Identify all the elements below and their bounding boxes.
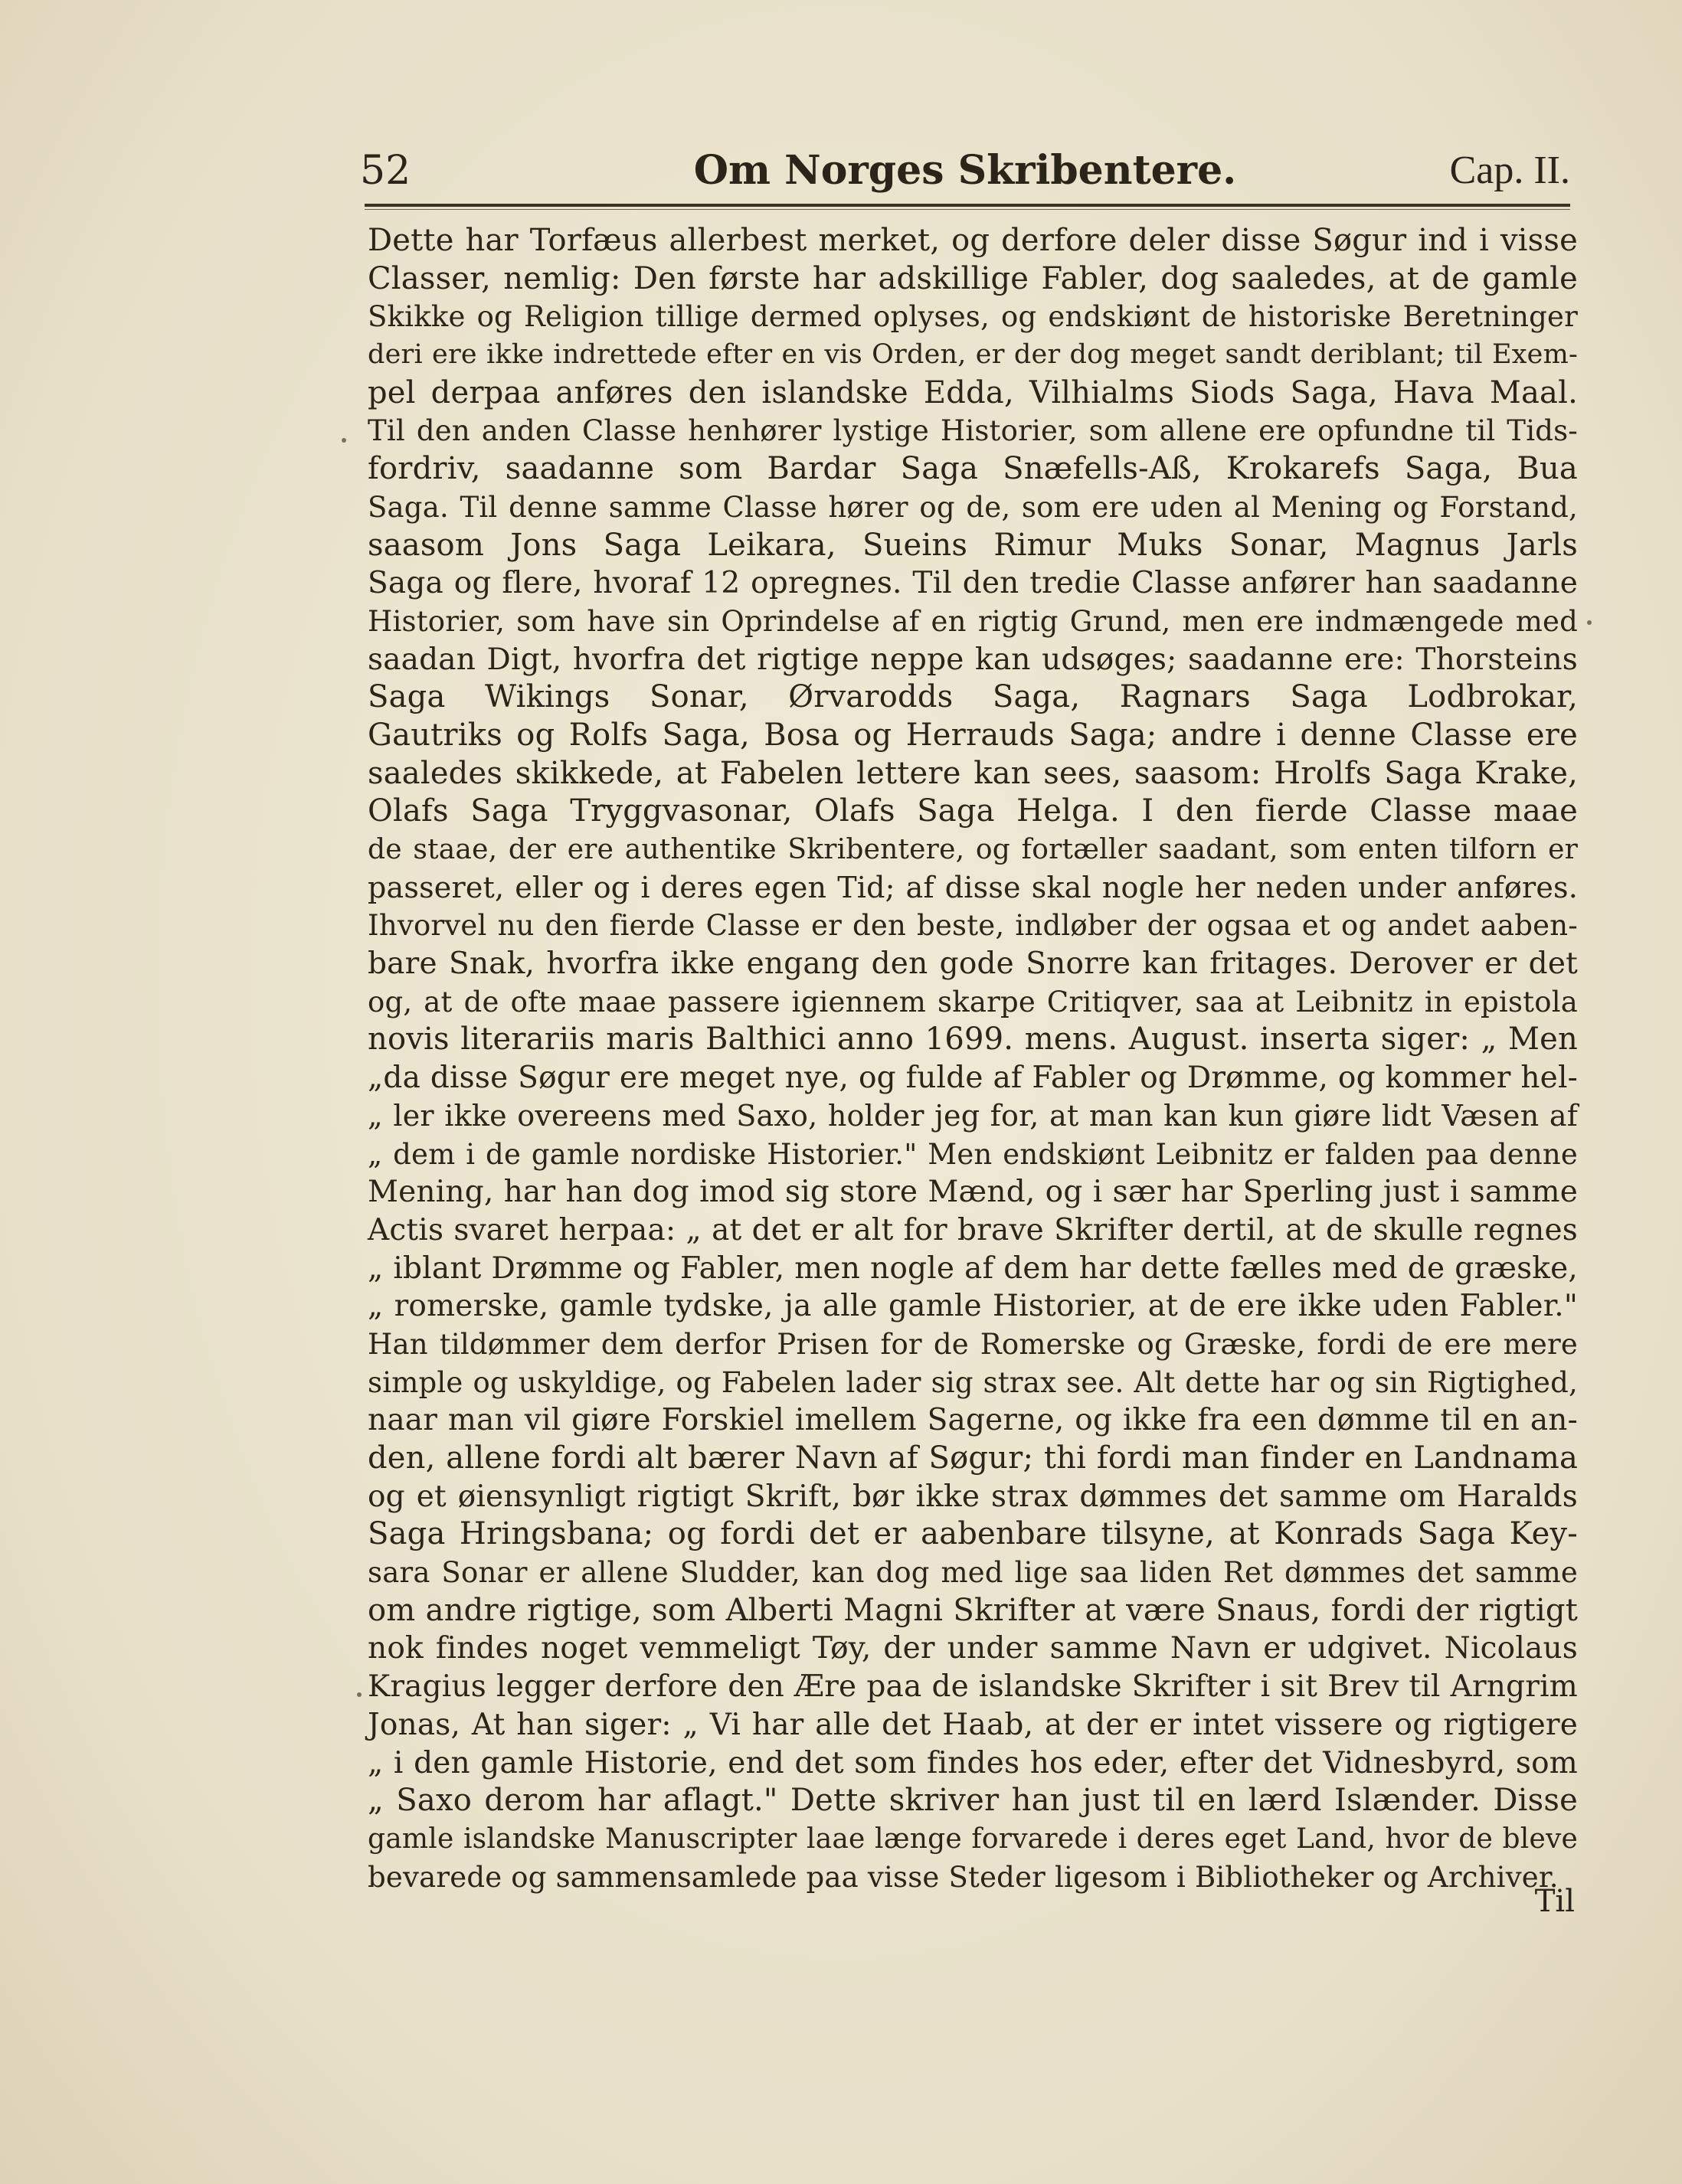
text-line: naar man vil giøre Forskiel imellem Sagerne, og ikke fra een dømme til en an- bbox=[368, 1403, 1578, 1438]
text-line: Ihvorvel nu den fierde Classe er den beste, indløber der ogsaa et og andet aaben- bbox=[368, 909, 1578, 943]
text-line: nok findes noget vemmeligt Tøy, der under samme Navn er udgivet. Nicolaus bbox=[368, 1631, 1578, 1666]
text-line: fordriv, saadanne som Bardar Saga Snæfells-Aß, Krokarefs Saga, Bua bbox=[368, 451, 1578, 487]
text-line: „ iblant Drømme og Fabler, men nogle af dem har dette fælles med de græske, bbox=[368, 1251, 1578, 1286]
text-line: og et øiensynligt rigtigt Skrift, bør ikke strax dømmes det samme om Haralds bbox=[368, 1479, 1578, 1514]
text-line: Gautriks og Rolfs Saga, Bosa og Herrauds Saga; andre i denne Classe ere bbox=[368, 717, 1578, 753]
margin-dot bbox=[342, 438, 346, 443]
text-line: Skikke og Religion tillige dermed oplyses, og endskiønt de historiske Beretninger bbox=[368, 300, 1578, 334]
text-line: passeret, eller og i deres egen Tid; af disse skal nogle her neden under anføres. bbox=[368, 870, 1578, 904]
margin-dot bbox=[357, 1692, 362, 1697]
text-line: „ ler ikke overeens med Saxo, holder jeg for, at man kan kun giøre lidt Væsen af bbox=[368, 1098, 1578, 1133]
text-line: „ romerske, gamle tydske, ja alle gamle Historier, at de ere ikke uden Fabler." bbox=[368, 1289, 1578, 1324]
text-line: Actis svaret herpaa: „ at det er alt for brave Skrifter dertil, at de skulle regnes bbox=[368, 1212, 1578, 1247]
text-line: sara Sonar er allene Sludder, kan dog med lige saa liden Ret dømmes det samme bbox=[368, 1556, 1578, 1590]
text-line: novis literariis maris Balthici anno 1699. mens. August. inserta siger: „ Men bbox=[368, 1022, 1578, 1058]
margin-dot bbox=[1587, 620, 1592, 625]
text-line: bevarede og sammensamlede paa visse Steder ligesom i Bibliotheker og Archiver. bbox=[368, 1860, 1559, 1894]
text-line: „da disse Søgur ere meget nye, og fulde af Fabler og Drømme, og kommer hel- bbox=[368, 1061, 1578, 1096]
page-title: Om Norges Skribentere. bbox=[693, 147, 1237, 194]
text-line: „ dem i de gamle nordiske Historier." Men endskiønt Leibnitz er falden paa denne bbox=[368, 1137, 1578, 1171]
text-line: „ Saxo derom har aflagt." Dette skriver han just til en lærd Islænder. Disse bbox=[368, 1783, 1578, 1819]
text-line: den, allene fordi alt bærer Navn af Søgur; thi fordi man finder en Landnama bbox=[368, 1440, 1578, 1476]
text-line: Dette har Torfæus allerbest merket, og derfore deler disse Søgur ind i visse bbox=[368, 223, 1578, 258]
text-line: „ i den gamle Historie, end det som findes hos eder, efter det Vidnesbyrd, som bbox=[368, 1745, 1578, 1780]
text-line: Mening, har han dog imod sig store Mænd, og i sær har Sperling just i samme bbox=[368, 1175, 1578, 1210]
text-line: bare Snak, hvorfra ikke engang den gode Snorre kan fritages. Derover er det bbox=[368, 947, 1578, 982]
text-line: Jonas, At han siger: „ Vi har alle det Haab, at der er intet vissere og rigtigere bbox=[368, 1707, 1578, 1742]
catchword: Til bbox=[1534, 1884, 1575, 1919]
text-line: deri ere ikke indrettede efter en vis Orden, er der dog meget sandt deriblant; til Exem- bbox=[368, 339, 1578, 371]
text-line: Han tildømmer dem derfor Prisen for de Romerske og Græske, fordi de ere mere bbox=[368, 1327, 1578, 1361]
text-line: de staae, der ere authentike Skribentere, og fortæller saadant, som enten tilforn er bbox=[368, 834, 1578, 865]
header-rule bbox=[365, 204, 1570, 207]
text-line: Kragius legger derfore den Ære paa de islandske Skrifter i sit Brev til Arngrim bbox=[368, 1669, 1578, 1705]
body-text bbox=[368, 222, 1578, 1896]
running-head bbox=[360, 144, 1570, 198]
text-line: og, at de ofte maae passere igiennem skarpe Critiqver, saa at Leibnitz in epistola bbox=[368, 985, 1578, 1018]
text-line: Olafs Saga Tryggvasonar, Olafs Saga Helga. I den fierde Classe maae bbox=[368, 793, 1578, 829]
text-line: Classer, nemlig: Den første har adskillige Fabler, dog saaledes, at de gamle bbox=[368, 260, 1578, 296]
text-line: saasom Jons Saga Leikara, Sueins Rimur Muks Sonar, Magnus Jarls bbox=[368, 527, 1578, 563]
text-line: saadan Digt, hvorfra det rigtige neppe kan udsøges; saadanne ere: Thorsteins bbox=[368, 642, 1578, 677]
text-line: Historier, som have sin Oprindelse af en rigtig Grund, men ere indmængede med bbox=[368, 604, 1578, 638]
chapter-label: Cap. II. bbox=[1449, 149, 1570, 192]
text-line: Saga Hringsbana; og fordi det er aabenbare tilsyne, at Konrads Saga Key- bbox=[368, 1516, 1578, 1552]
text-line: pel derpaa anføres den islandske Edda, Vilhialms Siods Saga, Hava Maal. bbox=[368, 374, 1578, 410]
text-line: om andre rigtige, som Alberti Magni Skrifter at være Snaus, fordi der rigtigt bbox=[368, 1592, 1578, 1628]
text-line: Til den anden Classe henhører lystige Historier, som allene ere opfundne til Tids- bbox=[368, 414, 1578, 448]
page-number: 52 bbox=[360, 148, 411, 194]
text-line: Saga og flere, hvoraf 12 opregnes. Til den tredie Classe anfører han saadanne bbox=[368, 566, 1578, 601]
header-rule-thin bbox=[365, 209, 1570, 210]
text-line: gamle islandske Manuscripter laae længe forvarede i deres eget Land, hvor de bleve bbox=[368, 1823, 1578, 1855]
text-line: saaledes skikkede, at Fabelen lettere kan sees, saasom: Hrolfs Saga Krake, bbox=[368, 755, 1578, 791]
text-line: Saga Wikings Sonar, Ørvarodds Saga, Ragnars Saga Lodbrokar, bbox=[368, 679, 1578, 715]
text-line: simple og uskyldige, og Fabelen lader sig strax see. Alt dette har og sin Rigtighed, bbox=[368, 1365, 1578, 1399]
text-line: Saga. Til denne samme Classe hører og de, som ere uden al Mening og Forstand, bbox=[368, 490, 1578, 524]
